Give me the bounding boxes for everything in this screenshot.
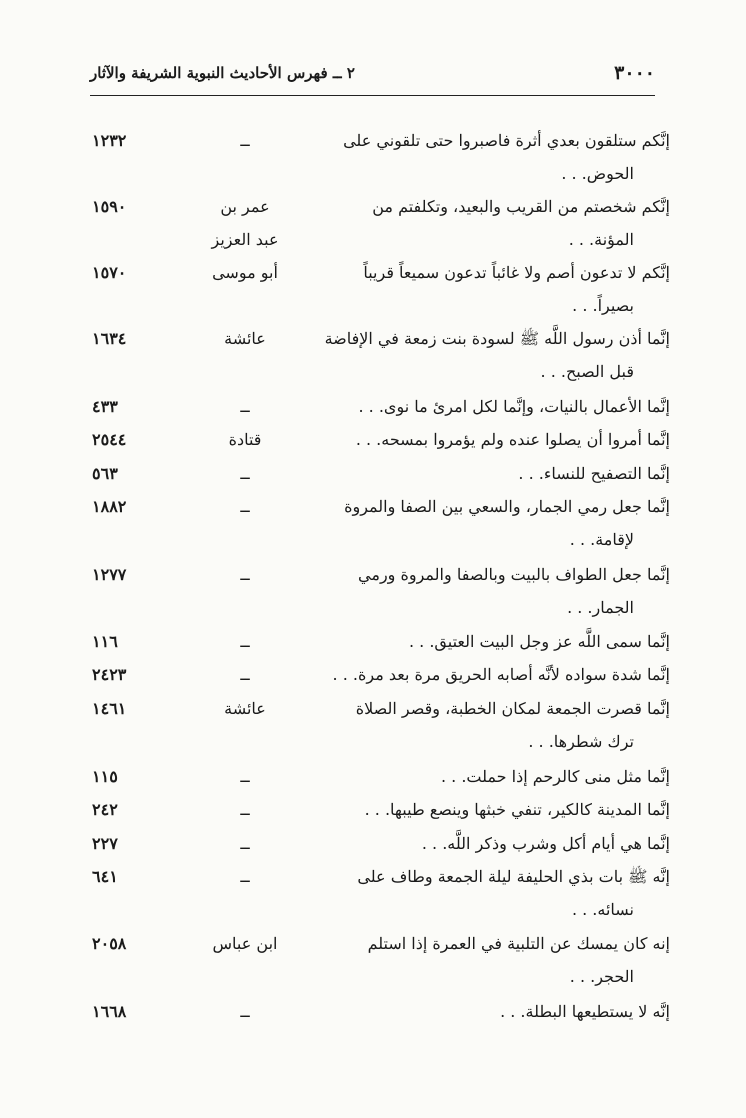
hadith-line-2: ترك شطرها. . .	[528, 732, 634, 751]
narrator-line-1: عائشة	[224, 699, 266, 718]
narrator	[200, 760, 290, 793]
hadith-text	[330, 124, 670, 190]
hadith-number: ١٢٧٧	[92, 565, 127, 584]
narrator	[200, 995, 290, 1028]
narrator	[200, 927, 290, 960]
narrator	[200, 322, 290, 355]
hadith-text	[330, 827, 670, 860]
hadith-text	[330, 457, 670, 490]
narrator	[200, 190, 290, 256]
hadith-text	[330, 793, 670, 826]
narrator-line-1: أبو موسى	[212, 263, 278, 282]
hadith-line-2: الجمار. . .	[567, 598, 634, 617]
narrator	[200, 490, 290, 523]
hadith-line-1: إنَّما جعل رمي الجمار، والسعي بين الصفا والمروة	[344, 497, 670, 516]
narrator-line-1: ابن عباس	[212, 934, 278, 953]
narrator	[200, 827, 290, 860]
hadith-line-1: إنَّما أذن رسول اللَّه ﷺ لسودة بنت زمعة في الإفاضة	[324, 329, 670, 348]
hadith-text	[330, 995, 670, 1028]
hadith-text	[330, 558, 670, 624]
hadith-text	[330, 625, 670, 658]
narrator-line-1: ــ	[240, 767, 250, 786]
hadith-line-1: إنَّما مثل منى كالرحم إذا حملت. . .	[440, 767, 670, 786]
hadith-text	[330, 860, 670, 926]
narrator	[200, 256, 290, 289]
narrator-line-1: ــ	[240, 497, 250, 516]
hadith-number: ١٥٩٠	[92, 197, 127, 216]
hadith-line-2: الحوض. . .	[561, 164, 634, 183]
hadith-number: ٤٣٣	[92, 397, 118, 416]
hadith-line-2: الحجر. . .	[569, 967, 634, 986]
narrator-line-1: ــ	[240, 632, 250, 651]
narrator-line-1: ــ	[240, 665, 250, 684]
narrator-line-1: ــ	[240, 834, 250, 853]
hadith-line-1: إنَّكم شخصتم من القريب والبعيد، وتكلفتم من	[372, 197, 670, 216]
hadith-number: ١٦٦٨	[92, 1002, 127, 1021]
hadith-number: ١٨٨٢	[92, 497, 127, 516]
hadith-number: ٦٤١	[92, 867, 118, 886]
narrator-line-1: عمر بن	[220, 197, 270, 216]
narrator-line-1: ــ	[240, 131, 250, 150]
hadith-number: ٢٤٢٣	[92, 665, 127, 684]
hadith-line-1: إنَّكم لا تدعون أصم ولا غائباً تدعون سميعاً قريباً	[363, 263, 670, 282]
narrator	[200, 124, 290, 157]
narrator	[200, 793, 290, 826]
hadith-number: ٢٥٤٤	[92, 430, 127, 449]
hadith-number: ٢٠٥٨	[92, 934, 127, 953]
narrator	[200, 558, 290, 591]
hadith-line-2: قبل الصبح. . .	[540, 362, 634, 381]
hadith-text	[324, 322, 670, 388]
hadith-number: ٢٢٧	[92, 834, 118, 853]
hadith-number: ١٢٣٢	[92, 131, 127, 150]
hadith-line-1: إنَّه لا يستطيعها البطلة. . .	[500, 1002, 670, 1021]
hadith-line-2: المؤنة. . .	[568, 230, 634, 249]
narrator	[200, 692, 290, 725]
hadith-line-1: إنَّما شدة سواده لأنَّه أصابه الحريق مرة بعد مرة. . .	[332, 665, 670, 684]
hadith-line-1: إنَّما سمى اللَّه عز وجل البيت العتيق. . .	[409, 632, 670, 651]
hadith-text	[330, 658, 670, 691]
narrator-line-2: عبد العزيز	[211, 230, 279, 249]
narrator-line-1: ــ	[240, 565, 250, 584]
hadith-text	[330, 760, 670, 793]
narrator	[200, 423, 290, 456]
hadith-text	[330, 256, 670, 322]
hadith-number: ١١٥	[92, 767, 118, 786]
hadith-line-1: إنَّما قصرت الجمعة لمكان الخطبة، وقصر الصلاة	[355, 699, 670, 718]
hadith-number: ١٦٣٤	[92, 329, 127, 348]
narrator	[200, 860, 290, 893]
hadith-line-1: إنَّما المدينة كالكير، تنفي خبثها وينصع طيبها. . .	[364, 800, 670, 819]
narrator-line-1: ــ	[240, 800, 250, 819]
hadith-line-2: نسائه. . .	[571, 900, 634, 919]
hadith-line-1: إنَّما هي أيام أكل وشرب وذكر اللَّه. . .	[421, 834, 670, 853]
hadith-text	[330, 490, 670, 556]
hadith-line-1: إنَّما جعل الطواف بالبيت وبالصفا والمروة ورمي	[358, 565, 670, 584]
narrator-line-1: قتادة	[228, 430, 262, 449]
hadith-line-1: إنَّما التصفيح للنساء. . .	[518, 464, 670, 483]
hadith-text	[330, 692, 670, 758]
hadith-line-1: إنَّكم ستلقون بعدي أثرة فاصبروا حتى تلقوني على	[343, 131, 670, 150]
page-number: ٣٠٠٠	[614, 62, 655, 84]
narrator	[200, 390, 290, 423]
hadith-line-1: إنَّما الأعمال بالنيات، وإنَّما لكل امرئ ما نوى. . .	[358, 397, 670, 416]
narrator	[200, 457, 290, 490]
hadith-line-1: إنه كان يمسك عن التلبية في العمرة إذا استلم	[367, 934, 670, 953]
hadith-text	[330, 390, 670, 423]
narrator-line-1: ــ	[240, 867, 250, 886]
hadith-line-1: إنَّما أمروا أن يصلوا عنده ولم يؤمروا بمسحه. . .	[355, 430, 670, 449]
narrator-line-1: ــ	[240, 464, 250, 483]
narrator	[200, 658, 290, 691]
hadith-text	[330, 423, 670, 456]
hadith-text	[330, 190, 670, 256]
narrator-line-1: عائشة	[224, 329, 266, 348]
hadith-text	[330, 927, 670, 993]
hadith-number: ٢٤٢	[92, 800, 118, 819]
hadith-line-2: بصيراً. . .	[572, 296, 634, 315]
hadith-number: ٥٦٣	[92, 464, 118, 483]
hadith-line-1: إنَّه ﷺ بات بذي الحليفة ليلة الجمعة وطاف على	[357, 867, 670, 886]
narrator-line-1: ــ	[240, 1002, 250, 1021]
hadith-number: ١٤٦١	[92, 699, 127, 718]
hadith-line-2: لإقامة. . .	[569, 530, 634, 549]
running-title: ٢ ــ فهرس الأحاديث النبوية الشريفة والآثار	[90, 64, 355, 82]
narrator	[200, 625, 290, 658]
narrator-line-1: ــ	[240, 397, 250, 416]
hadith-number: ١٥٧٠	[92, 263, 127, 282]
hadith-number: ١١٦	[92, 632, 118, 651]
